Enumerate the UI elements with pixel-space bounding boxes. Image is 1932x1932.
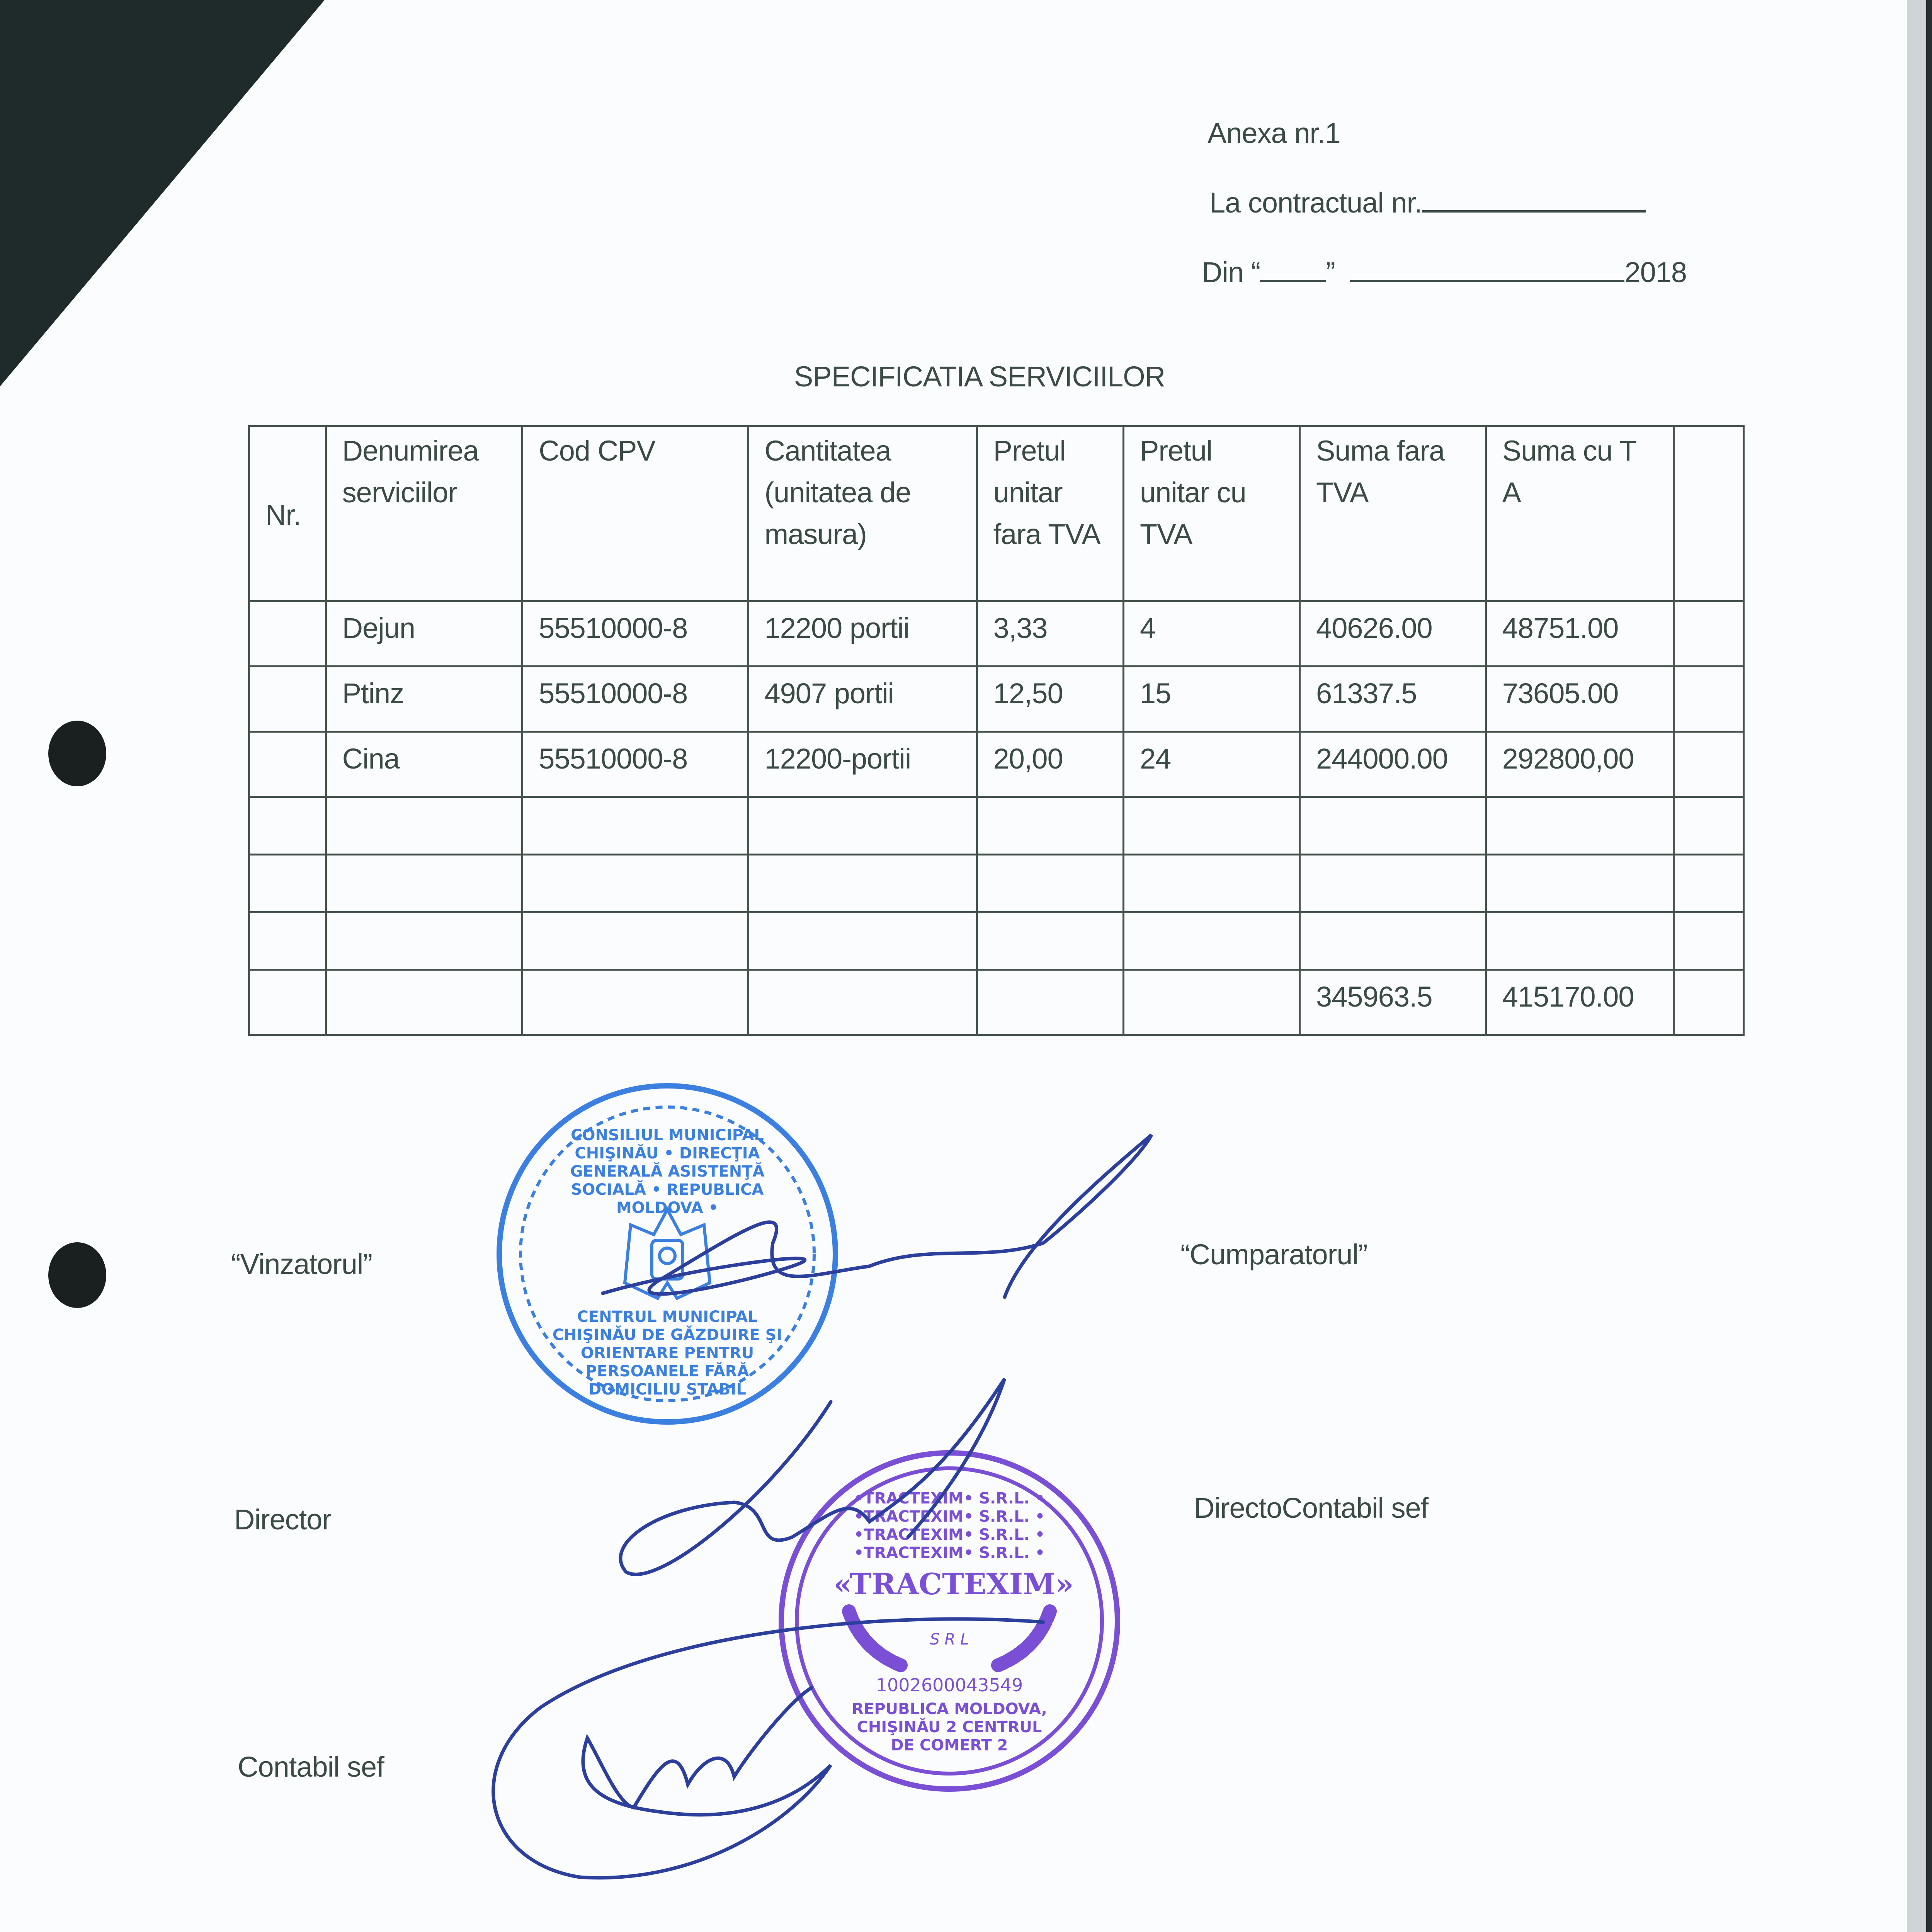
director-signature <box>621 1379 1005 1574</box>
buyer-stamp-outer-text: •TRACTEXIM• S.R.L. • •TRACTEXIM• S.R.L. • •TRACTEXIM• S.R.L. • •TRACTEXIM• S.R.L. • <box>854 1490 1045 1562</box>
cell-cpv: 55510000-8 <box>522 667 748 732</box>
cell-sum-vat: 73605.00 <box>1486 667 1674 732</box>
date-quote: ” <box>1326 256 1335 288</box>
cell-price-no-vat: 20,00 <box>977 732 1123 797</box>
cell-sum-no-vat: 40626.00 <box>1300 601 1486 667</box>
header-unit-price-vat: Pretul unitar cu TVA <box>1124 426 1300 601</box>
seller-stamp-inner-text: CENTRUL MUNICIPAL CHIŞINĂU DE GĂZDUIRE ŞI ORIENTARE PENTRU PERSOANELE FĂRĂ DOMICILIU STABIL <box>552 1308 782 1398</box>
header-nr: Nr. <box>249 426 326 601</box>
cell-name: Dejun <box>326 601 522 667</box>
buyer-stamp-code: 1002600043549 <box>876 1675 1023 1696</box>
cell-price-vat: 24 <box>1124 732 1300 797</box>
annex-label: Anexa nr.1 <box>1208 117 1340 149</box>
header-cpv: Cod CPV <box>522 426 748 601</box>
header-sum-no-vat: Suma fara TVA <box>1300 426 1486 601</box>
date-year: 2018 <box>1624 256 1687 288</box>
header-service-name: Denumirea serviciilor <box>326 426 522 601</box>
buyer-stamp-inner-text: REPUBLICA MOLDOVA, CHIŞINĂU 2 CENTRUL DE COMERT 2 <box>852 1700 1047 1754</box>
date-prefix: Din “ <box>1202 256 1260 288</box>
cell-sum-vat: 292800,00 <box>1486 732 1674 797</box>
buyer-stamp-srl: S R L <box>930 1631 969 1648</box>
seller-label: “Vinzatorul” <box>231 1248 372 1280</box>
cell-sum-no-vat: 244000.00 <box>1300 732 1486 797</box>
cell-price-vat: 4 <box>1124 601 1300 667</box>
cell-price-no-vat: 3,33 <box>977 601 1123 667</box>
seller-signature <box>603 1135 1151 1297</box>
cell-price-no-vat: 12,50 <box>977 667 1123 732</box>
accountant-signature <box>493 1619 1043 1878</box>
contract-label: La contractual nr. <box>1209 187 1422 219</box>
director-label: Director <box>234 1503 332 1536</box>
header-unit-price-no-vat: Pretul unitar fara TVA <box>977 426 1123 601</box>
buyer-stamp-name: «TRACTEXIM» <box>833 1567 1074 1601</box>
cell-sum-no-vat: 61337.5 <box>1300 667 1486 732</box>
cell-name: Cina <box>326 732 522 797</box>
cell-cpv: 55510000-8 <box>522 732 748 797</box>
header-sum-vat: Suma cu T A <box>1486 426 1674 601</box>
cell-qty: 4907 portii <box>748 667 977 732</box>
cell-name: Ptinz <box>326 667 522 732</box>
cell-qty: 12200 portii <box>748 601 977 667</box>
total-sum-no-vat: 345963.5 <box>1300 970 1486 1035</box>
buyer-director-accountant-label: DirectoContabil sef <box>1194 1492 1429 1524</box>
total-sum-vat: 415170.00 <box>1486 970 1674 1035</box>
buyer-label: “Cumparatorul” <box>1180 1238 1367 1270</box>
cell-cpv: 55510000-8 <box>522 601 748 667</box>
seller-stamp-outer-text: CONSILIUL MUNICIPAL CHIŞINĂU • DIRECŢIA GENERALĂ ASISTENŢĂ SOCIALĂ • REPUBLICA MOLDOVA • <box>570 1126 765 1217</box>
document-title: SPECIFICATIA SERVICIILOR <box>794 361 1165 393</box>
header-quantity: Cantitatea (unitatea de masura) <box>748 426 977 601</box>
cell-qty: 12200-portii <box>748 732 977 797</box>
cell-price-vat: 15 <box>1124 667 1300 732</box>
accountant-label: Contabil sef <box>238 1751 384 1783</box>
cell-sum-vat: 48751.00 <box>1486 601 1674 667</box>
